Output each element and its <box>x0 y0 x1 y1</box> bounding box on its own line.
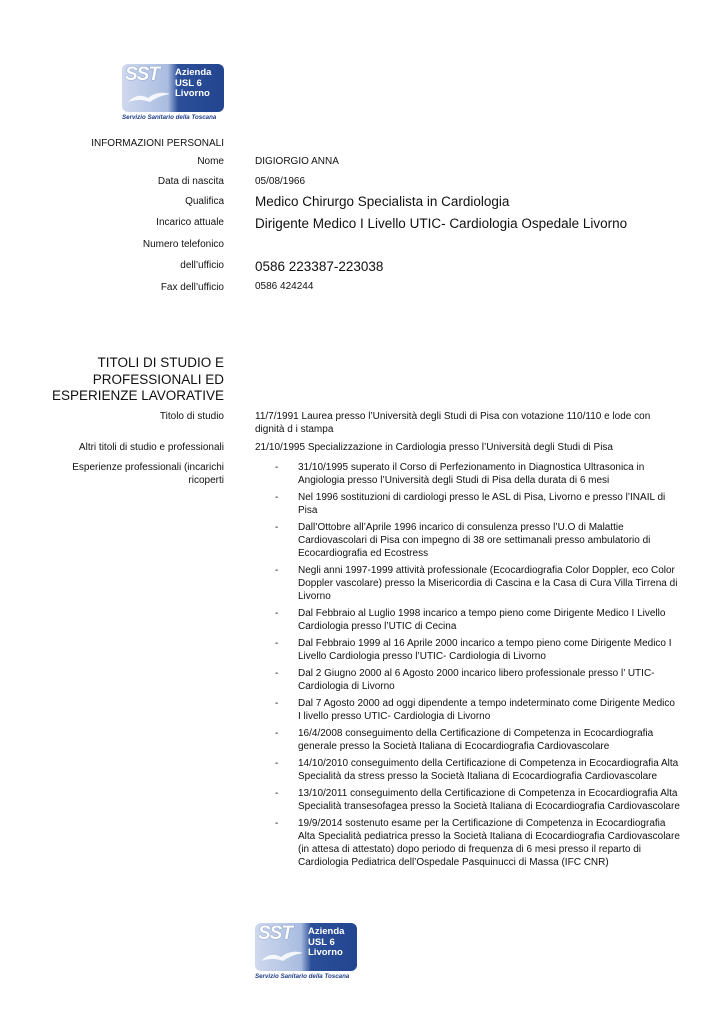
list-item-text: Nel 1996 sostituzioni di cardiologi presso le ASL di Pisa, Livorno e presso l’INAIL di Pisa <box>298 492 666 516</box>
label-fax: Fax dell’ufficio <box>160 282 224 293</box>
value-data-nascita: 05/08/1966 <box>255 176 306 187</box>
logo-name-3: Livorno <box>308 947 343 959</box>
dash: - <box>275 698 279 709</box>
label-incarico: Incarico attuale <box>156 217 224 228</box>
section-heading-1: TITOLI DI STUDIO E <box>97 355 224 370</box>
dash: - <box>275 565 279 576</box>
label-qualifica: Qualifica <box>185 196 224 207</box>
section-heading <box>24 355 224 405</box>
list-item <box>275 637 680 663</box>
value-incarico: Dirigente Medico I Livello UTIC- Cardiologia Ospedale Livorno <box>255 216 628 231</box>
logo-name-2: USL 6 <box>175 77 202 89</box>
logo-service: Servizio Sanitario della Toscana <box>122 114 217 121</box>
list-item <box>275 521 680 560</box>
value-altri-titoli: 21/10/1995 Specializzazione in Cardiologia presso l’Università degli Studi di Pisa <box>255 442 613 453</box>
label-titolo-studio: Titolo di studio <box>159 411 224 422</box>
dash: - <box>275 608 279 619</box>
label-esperienze-2: ricoperti <box>188 475 224 486</box>
value-titolo-studio: 11/7/1991 Laurea presso l’Università degli Studi di Pisa con votazione 110/110 e lode con dignità d i stampa <box>255 411 651 435</box>
logo-service: Servizio Sanitario della Toscana <box>255 973 350 980</box>
value-ufficio: 0586 223387-223038 <box>255 259 384 274</box>
logo-name-2: USL 6 <box>308 936 335 948</box>
logo-mark: SST <box>258 923 292 944</box>
label-altri-titoli: Altri titoli di studio e professionali <box>78 442 224 453</box>
list-item-text: Dall’Ottobre all’Aprile 1996 incarico di consulenza presso l’U.O di Malattie Cardiovascolari di Pisa con impegno di 38 ore settimanali presso ambulatorio di Ecocardiografia ed Ecostress <box>298 522 651 559</box>
label-data-nascita: Data di nascita <box>157 176 224 187</box>
dash: - <box>275 638 279 649</box>
label-ufficio: dell’ufficio <box>180 260 224 271</box>
list-item-text: Negli anni 1997-1999 attività professionale (Ecocardiografia Color Doppler, eco Color Doppler vascolare) presso la Misericordia di Cascina e la Casa di Cura Villa Tirrena di Livorno <box>298 565 678 602</box>
list-item-text: Dal 2 Giugno 2000 al 6 Agosto 2000 incarico libero professionale presso l’ UTIC- Cardiologia di Livorno <box>298 668 655 692</box>
list-item <box>275 727 680 753</box>
header-logo <box>122 64 226 124</box>
list-item <box>275 491 680 517</box>
section-heading-3: ESPERIENZE LAVORATIVE <box>51 388 224 403</box>
list-item <box>275 697 680 723</box>
logo-mark: SST <box>125 64 159 85</box>
list-item-text: 13/10/2011 conseguimento della Certificazione di Competenza in Ecocardiografia Alta Specialità transesofagea presso la Società Italiana di Ecocardiografia Cardiovascolare <box>298 788 680 812</box>
list-item <box>275 667 680 693</box>
dash: - <box>275 668 279 679</box>
dash: - <box>275 818 279 829</box>
list-item-text: 31/10/1995 superato il Corso di Perfezionamento in Diagnostica Ultrasonica in Angiologia presso l’Università degli Studi di Pisa della durata di 6 mesi <box>298 462 645 486</box>
section-heading-2: PROFESSIONALI ED <box>92 371 224 387</box>
list-item <box>275 817 680 869</box>
label-numero-telefonico: Numero telefonico <box>142 239 224 250</box>
footer-logo <box>255 923 359 983</box>
list-item-text: Dal Febbraio al Luglio 1998 incarico a tempo pieno come Dirigente Medico I Livello Cardiologia presso l’UTIC di Cecina <box>298 608 666 632</box>
experience-list <box>275 461 680 873</box>
list-item-text: 14/10/2010 conseguimento della Certificazione di Competenza in Ecocardiografia Alta Specialità da stress presso la Società Italiana di Ecocardiografia Cardiovascolare <box>298 758 679 782</box>
logo-name-1: Azienda <box>308 926 345 937</box>
list-item-text: Dal Febbraio 1999 al 16 Aprile 2000 incarico a tempo pieno come Dirigente Medico I Livello Cardiologia presso l’UTIC- Cardiologia di Livorno <box>298 638 672 662</box>
dash: - <box>275 522 279 533</box>
label-esperienze-1: Esperienze professionali (incarichi <box>72 462 224 473</box>
list-item <box>275 461 680 487</box>
value-fax: 0586 424244 <box>255 281 314 292</box>
list-item-text: Dal 7 Agosto 2000 ad oggi dipendente a tempo indeterminato come Dirigente Medico I livello presso UTIC- Cardiologia di Livorno <box>298 698 675 722</box>
list-item <box>275 564 680 603</box>
list-item-text: 16/4/2008 conseguimento della Certificazione di Competenza in Ecocardiografia generale presso la Società Italiana di Ecocardiografia Cardiovascolare <box>298 728 654 752</box>
value-qualifica: Medico Chirurgo Specialista in Cardiologia <box>255 194 510 209</box>
list-item-text: 19/9/2014 sostenuto esame per la Certificazione di Competenza in Ecocardiografia Alta Specialità pediatrica presso la Società Italiana di Ecocardiografia Cardiovascolare (in attesa di attestato) dopo periodo di frequenza di 6 mesi presso il reparto di Cardiologia Pediatrica dell’Ospedale Pasquinucci di Massa (IFC CNR) <box>298 818 680 868</box>
list-item <box>275 757 680 783</box>
list-item <box>275 787 680 813</box>
personal-heading: INFORMAZIONI PERSONALI <box>91 138 224 149</box>
gull-icon <box>124 84 176 110</box>
gull-icon <box>257 943 309 969</box>
label-esperienze <box>72 461 224 487</box>
value-nome: DIGIORGIO ANNA <box>255 156 339 167</box>
dash: - <box>275 492 279 503</box>
dash: - <box>275 462 279 473</box>
list-item <box>275 607 680 633</box>
dash: - <box>275 788 279 799</box>
logo-name-1: Azienda <box>175 67 212 78</box>
dash: - <box>275 758 279 769</box>
dash: - <box>275 728 279 739</box>
logo-name-3: Livorno <box>175 88 210 100</box>
label-nome: Nome <box>197 156 224 167</box>
